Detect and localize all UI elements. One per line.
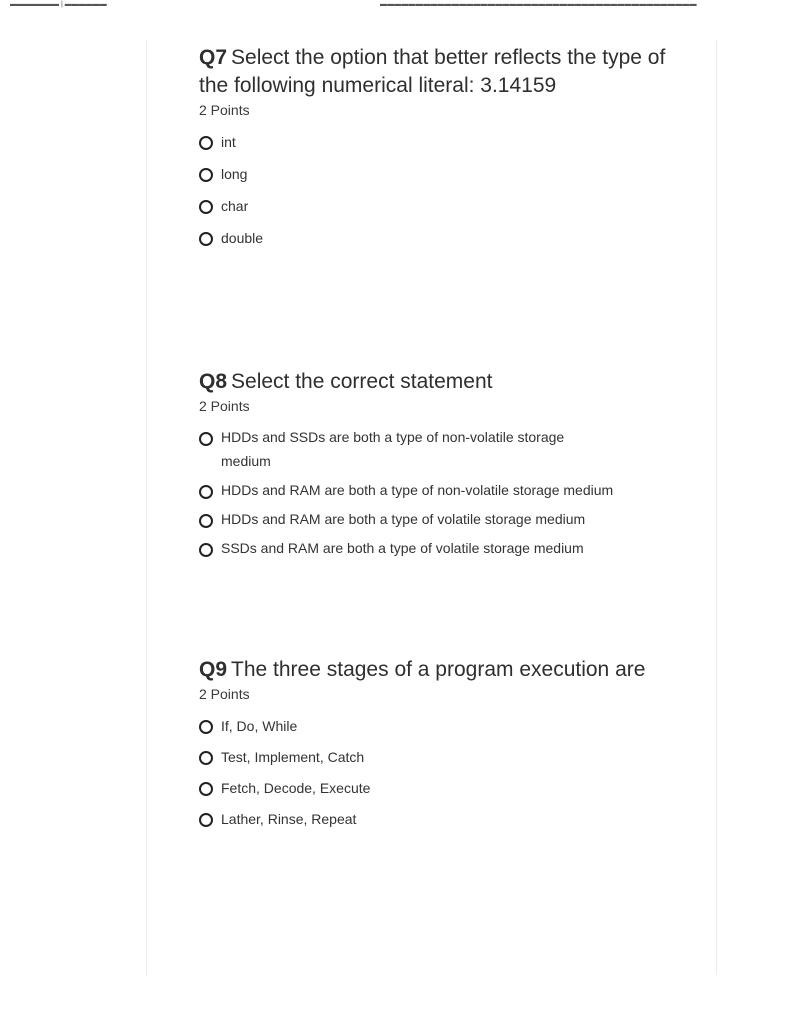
- print-header-left: ▬▬▬▬▬▬▬ | ▬▬▬▬▬▬: [10, 1, 107, 8]
- question-number: Q8: [199, 370, 228, 393]
- answer-option[interactable]: [199, 198, 669, 217]
- page-frame-left: [146, 40, 147, 975]
- answer-option-label: int: [221, 134, 236, 150]
- radio-button[interactable]: [199, 232, 213, 246]
- question-points: 2 Points: [199, 398, 250, 414]
- answer-option[interactable]: [199, 134, 669, 153]
- answer-option-label: HDDs and RAM are both a type of non-volatile storage medium: [221, 482, 614, 498]
- answer-option[interactable]: [199, 780, 669, 799]
- question-title: [199, 44, 669, 100]
- question-title: [199, 656, 669, 684]
- radio-button[interactable]: [199, 514, 213, 528]
- question-q9: [199, 656, 669, 842]
- question-q8: [199, 368, 669, 570]
- answer-option-label: Lather, Rinse, Repeat: [221, 811, 357, 827]
- radio-button[interactable]: [199, 813, 213, 827]
- page-frame-right: [716, 40, 717, 975]
- radio-button[interactable]: [199, 782, 213, 796]
- answer-option-label: char: [221, 198, 249, 214]
- answer-option[interactable]: [199, 718, 669, 737]
- print-header-url: ▬▬▬▬▬▬▬▬▬▬▬▬▬▬▬▬▬▬▬▬▬▬▬▬▬▬▬▬▬▬▬▬▬▬▬▬▬▬▬▬▬▬▬▬: [380, 1, 697, 8]
- answer-option[interactable]: [199, 430, 669, 473]
- answer-option[interactable]: [199, 811, 669, 830]
- answer-option-label: SSDs and RAM are both a type of volatile storage medium: [221, 540, 584, 556]
- question-prompt: Select the option that better reflects the type of the following numerical literal: 3.14159: [199, 46, 666, 97]
- question-q7: [199, 44, 669, 262]
- radio-button[interactable]: [199, 485, 213, 499]
- radio-button[interactable]: [199, 720, 213, 734]
- answer-option[interactable]: [199, 512, 669, 531]
- answer-option-label: Test, Implement, Catch: [221, 749, 365, 765]
- print-header: [0, 0, 791, 12]
- radio-button[interactable]: [199, 751, 213, 765]
- answer-options: [199, 430, 669, 560]
- question-number: Q9: [199, 658, 228, 681]
- question-prompt: Select the correct statement: [231, 370, 493, 393]
- radio-button[interactable]: [199, 200, 213, 214]
- question-title: [199, 368, 669, 396]
- radio-button[interactable]: [199, 432, 213, 446]
- question-points: 2 Points: [199, 102, 250, 118]
- radio-button[interactable]: [199, 168, 213, 182]
- answer-option[interactable]: [199, 541, 669, 560]
- answer-option[interactable]: [199, 230, 669, 249]
- question-prompt: The three stages of a program execution are: [231, 658, 646, 681]
- answer-option-label: Fetch, Decode, Execute: [221, 780, 371, 796]
- answer-option-label: long: [221, 166, 248, 182]
- answer-options: [199, 134, 669, 249]
- answer-option-label: HDDs and RAM are both a type of volatile storage medium: [221, 511, 586, 527]
- answer-option-label: If, Do, While: [221, 718, 298, 734]
- question-points: 2 Points: [199, 686, 250, 702]
- radio-button[interactable]: [199, 136, 213, 150]
- answer-options: [199, 718, 669, 830]
- answer-option[interactable]: [199, 483, 669, 502]
- answer-option-label: double: [221, 230, 264, 246]
- answer-option[interactable]: [199, 166, 669, 185]
- answer-option[interactable]: [199, 749, 669, 768]
- question-number: Q7: [199, 46, 228, 69]
- answer-option-label: HDDs and SSDs are both a type of non-volatile storage medium: [221, 429, 565, 469]
- radio-button[interactable]: [199, 543, 213, 557]
